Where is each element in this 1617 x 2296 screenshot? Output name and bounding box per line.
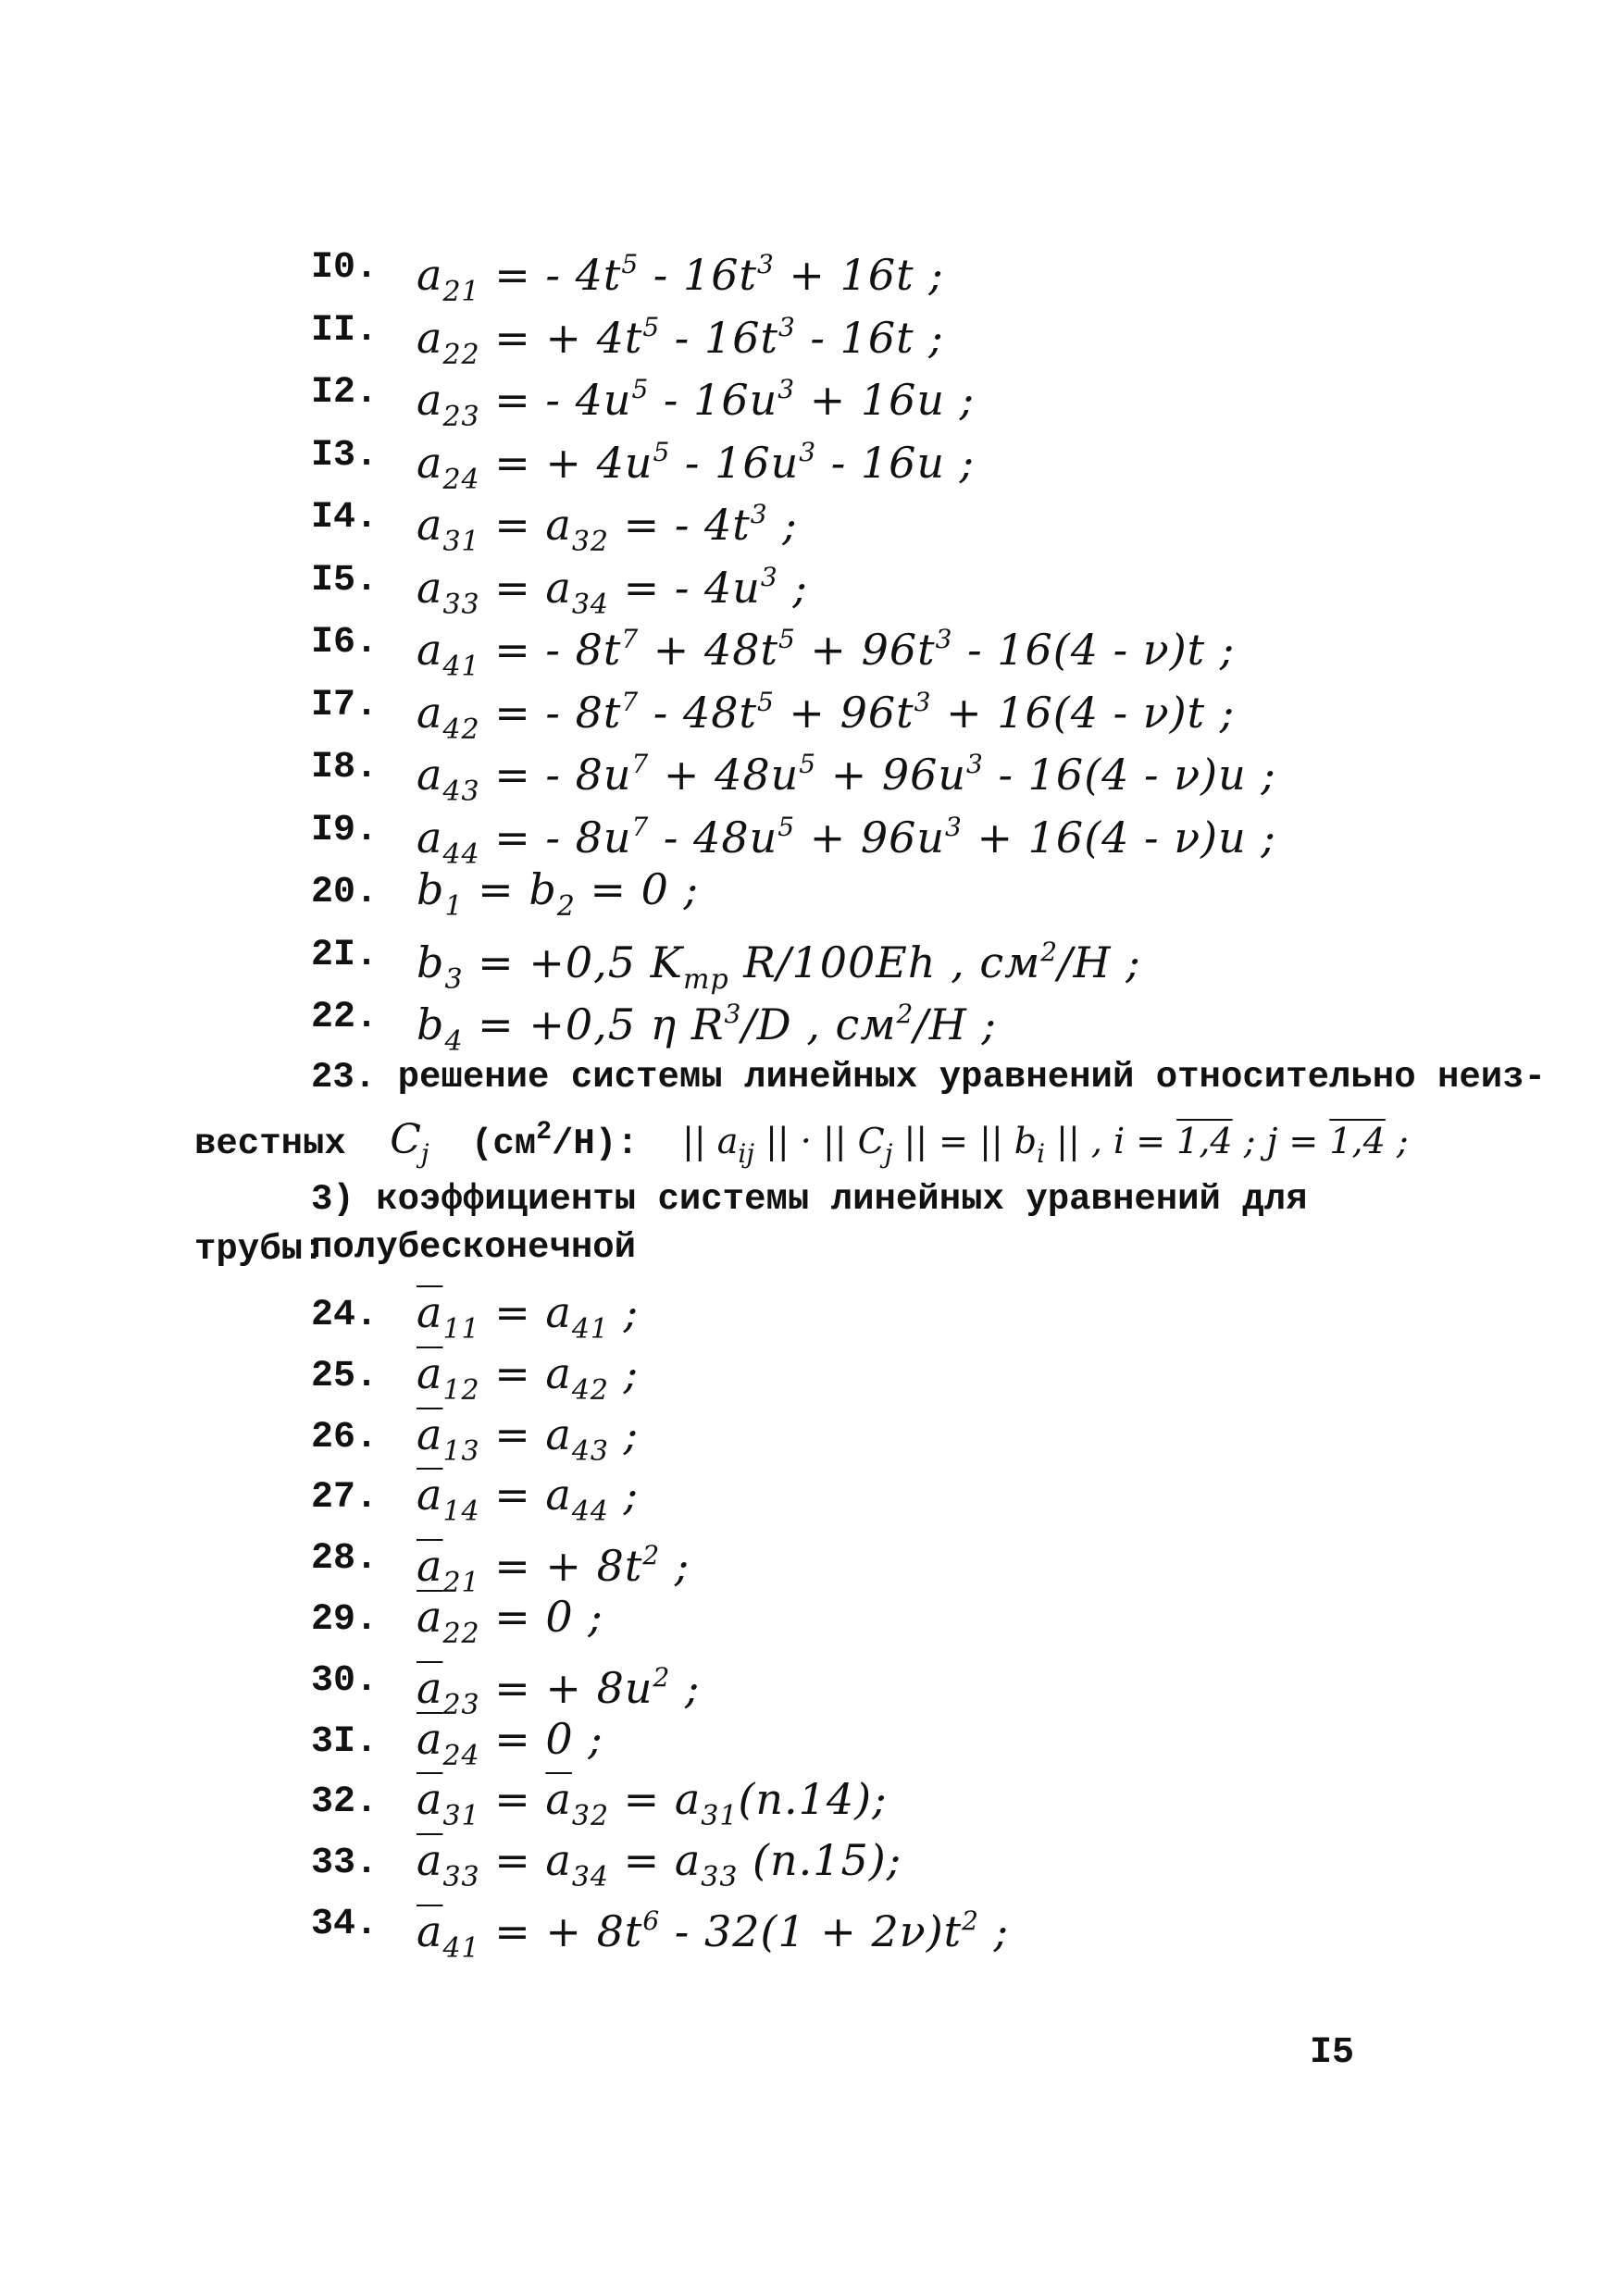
item-number: 26. xyxy=(311,1416,379,1458)
item-number: I7. xyxy=(311,684,379,726)
formula: $\overline{a}_{31} = \overline{a}_{32} = a_{31}(п.14)$; xyxy=(417,1774,888,1833)
item-number: 33. xyxy=(311,1843,379,1885)
item-number: I2. xyxy=(311,372,379,414)
formula: $a_{21}$ = - $4t^5 - 16t^3 + 16t$ ; xyxy=(417,249,944,308)
item-number: 32. xyxy=(311,1781,379,1824)
formula: $\overline{a}_{21}$ = + $8t^2$ ; xyxy=(417,1540,690,1600)
formula: $\overline{a}_{14} = a_{44}$ ; xyxy=(417,1470,640,1529)
formula: $b_4 = +0,5$ η $R^3/D$ , $см^2/Н$ ; xyxy=(417,999,998,1058)
formula: $a_{41}$ = - $8t^7 + 48t^5 + 96t^3 - 16(4 - \nu)t$ ; xyxy=(417,624,1236,683)
item-number: 24. xyxy=(311,1295,379,1336)
formula: $\overline{a}_{22} = 0$ ; xyxy=(417,1592,603,1650)
paragraph-3-text-cont: трубы: xyxy=(194,1229,325,1270)
formula: $a_{22}$ = + $4t^5 - 16t^3 - 16t$ ; xyxy=(417,311,944,371)
linear-system-formula: || $a_{ij}$ || · || $C_j$ || = || $b_i$ || , i = 1,4 ; j = 1,4 ; xyxy=(682,1121,1409,1169)
item-number: II. xyxy=(311,309,379,352)
formula: $\overline{a}_{23}$ = + $8u^2$ ; xyxy=(417,1661,701,1721)
formula: $\overline{a}_{13} = a_{43}$ ; xyxy=(417,1409,640,1468)
formula: $a_{43}$ = - $8u^7 + 48u^5 + 96u^3 - 16(4 - \nu)u$ ; xyxy=(417,749,1276,808)
formula: $a_{44}$ = - $8u^7 - 48u^5 + 96u^3 + 16(4 - \nu)u$ ; xyxy=(417,811,1276,871)
paragraph-23-line-1 xyxy=(311,1053,1546,1101)
paragraph-3-line-2 xyxy=(194,1225,324,1273)
unknowns-unit: $(см^2/Н)$: xyxy=(471,1118,639,1164)
item-number: I3. xyxy=(311,434,379,477)
formula: $a_{31} = a_{32}$ = - $4t^3$ ; xyxy=(417,499,798,558)
item-number: 3I. xyxy=(311,1720,379,1763)
formula: $a_{33} = a_{34}$ = - $4u^3$ ; xyxy=(417,561,808,621)
item-number: I0. xyxy=(311,247,379,289)
formula: $\overline{a}_{24} = 0$ ; xyxy=(417,1713,603,1772)
paragraph-23-line-2 xyxy=(194,1109,1409,1178)
item-number: 29. xyxy=(311,1599,379,1641)
paragraph-23-word: вестных xyxy=(194,1123,346,1164)
paragraph-23-text: 23. решение системы линейных уравнений относительно неиз- xyxy=(311,1057,1547,1098)
item-number: 2I. xyxy=(311,934,379,976)
page-number: I5 xyxy=(1310,2032,1355,2074)
formula: $a_{42}$ = - $8t^7 - 48t^5 + 96t^3 + 16(4 - \nu)t$ ; xyxy=(417,686,1236,746)
formula: $\overline{a}_{41}$ = + $8t^6 - 32(1 + 2\nu)t^2$ ; xyxy=(417,1905,1010,1965)
item-number: 22. xyxy=(311,997,379,1038)
item-number: I5. xyxy=(311,559,379,602)
item-number: 25. xyxy=(311,1355,379,1397)
paragraph-3-line-1 xyxy=(311,1175,1617,1272)
formula: $a_{24}$ = + $4u^5 - 16u^3 - 16u$ ; xyxy=(417,436,976,496)
item-number: I9. xyxy=(311,809,379,851)
formula: $a_{23}$ = - $4u^5 - 16u^3 + 16u$ ; xyxy=(417,374,976,433)
formula: $\overline{a}_{11} = a_{41}$ ; xyxy=(417,1287,640,1346)
item-number: 34. xyxy=(311,1904,379,1945)
item-number: I8. xyxy=(311,747,379,788)
paragraph-3-text: 3) коэффициенты системы линейных уравнений для полубесконечной xyxy=(311,1179,1308,1268)
item-number: I4. xyxy=(311,497,379,539)
item-number: 30. xyxy=(311,1659,379,1702)
item-number: I6. xyxy=(311,622,379,664)
unknowns-variable: $C_j$ xyxy=(390,1116,429,1169)
formula: $\overline{a}_{12} = a_{42}$ ; xyxy=(417,1347,640,1407)
formula: $b_3 = +0,5$ $K_{тр}$ R/100Eh , $см^2/Н$ ; xyxy=(417,936,1141,996)
item-number: 20. xyxy=(311,872,379,913)
item-number: 28. xyxy=(311,1538,379,1581)
formula: $b_1 = b_2 = 0$ ; xyxy=(417,864,700,923)
formula: $\overline{a}_{33} = a_{34} = a_{33}$ (п.15); xyxy=(417,1835,902,1894)
item-number: 27. xyxy=(311,1477,379,1520)
